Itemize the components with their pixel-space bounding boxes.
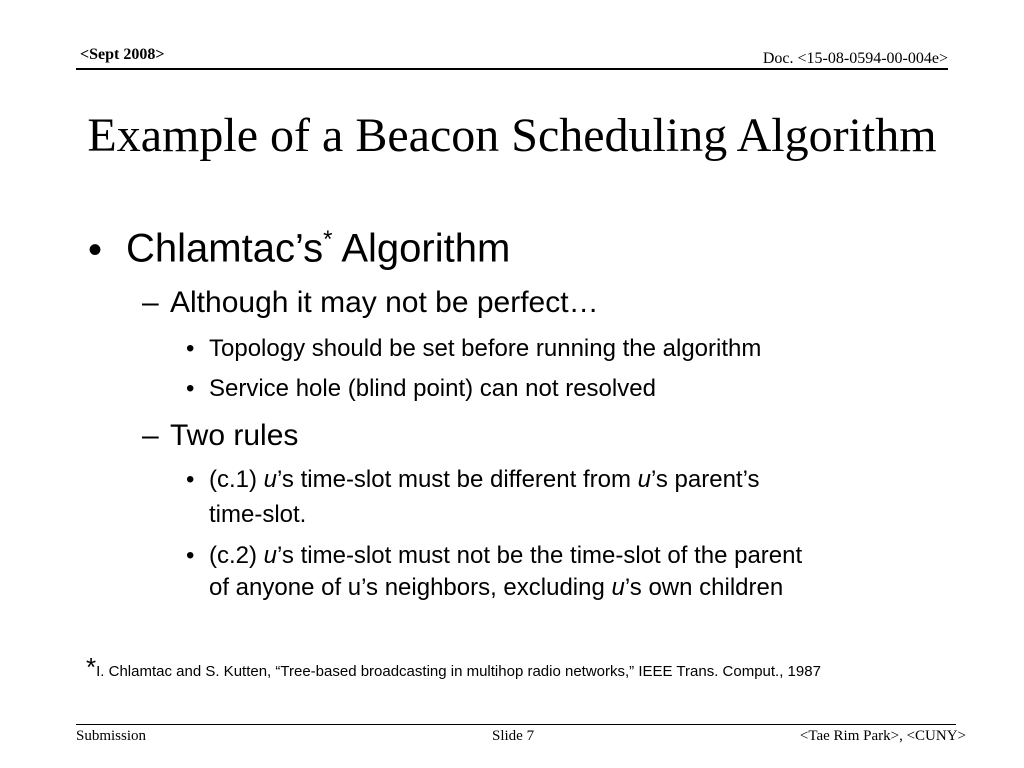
dash-marker: –	[142, 419, 159, 452]
rule-c2-line2	[209, 574, 783, 602]
footer-author: <Tae Rim Park>, <CUNY>	[799, 728, 966, 744]
footer-slide-number: Slide 7	[492, 728, 535, 744]
rule-c1-prefix: (c.1)	[209, 466, 264, 493]
bullet-main-text-after: Algorithm	[332, 226, 511, 271]
footnote-ref: *	[323, 226, 333, 253]
rule-c2-var-u: u	[263, 542, 278, 569]
header-date: <Sept 2008>	[80, 46, 165, 63]
rule-c1-line2: time-slot.	[209, 501, 307, 528]
rule-c2-text: ’s own children	[624, 574, 784, 601]
bullet-sub-two-rules: Two rules	[170, 419, 299, 452]
footnote-text: I. Chlamtac and S. Kutten, “Tree-based broadcasting in multihop radio networks,” IEEE Trans. Comput., 1987	[96, 663, 821, 680]
footer-divider	[76, 724, 956, 725]
bullet-marker: •	[186, 335, 195, 362]
rule-c2-text: of anyone of u’s neighbors, excluding	[209, 574, 612, 601]
footer-submission: Submission	[76, 728, 147, 744]
rule-c1	[209, 466, 759, 494]
bullet-marker: •	[186, 466, 195, 493]
rule-c1-text: ’s parent’s	[650, 466, 760, 493]
bullet-item-service-hole: Service hole (blind point) can not resolved	[209, 375, 656, 402]
bullet-main-text: Chlamtac’s	[126, 226, 324, 271]
footnote	[86, 652, 821, 683]
bullet-marker: •	[88, 228, 103, 272]
footnote-marker: *	[86, 652, 97, 682]
slide-title: Example of a Beacon Scheduling Algorithm	[87, 109, 937, 162]
rule-c2-var-u: u	[611, 574, 625, 601]
rule-c2-text: ’s time-slot must not be the time-slot of the parent	[277, 542, 803, 569]
bullet-marker: •	[186, 375, 195, 402]
bullet-sub-although: Although it may not be perfect…	[170, 286, 599, 319]
header-divider	[76, 68, 948, 70]
rule-c1-text: ’s time-slot must be different from	[277, 466, 638, 493]
rule-c2	[209, 542, 802, 570]
rule-c1-var-u: u	[637, 466, 651, 493]
bullet-item-topology: Topology should be set before running the algorithm	[209, 335, 762, 362]
rule-c2-prefix: (c.2)	[209, 542, 264, 569]
header-doc-id: Doc. <15-08-0594-00-004e>	[762, 50, 948, 67]
bullet-marker: •	[186, 542, 195, 569]
bullet-main	[126, 226, 510, 271]
dash-marker: –	[142, 286, 159, 319]
rule-c1-var-u: u	[263, 466, 278, 493]
